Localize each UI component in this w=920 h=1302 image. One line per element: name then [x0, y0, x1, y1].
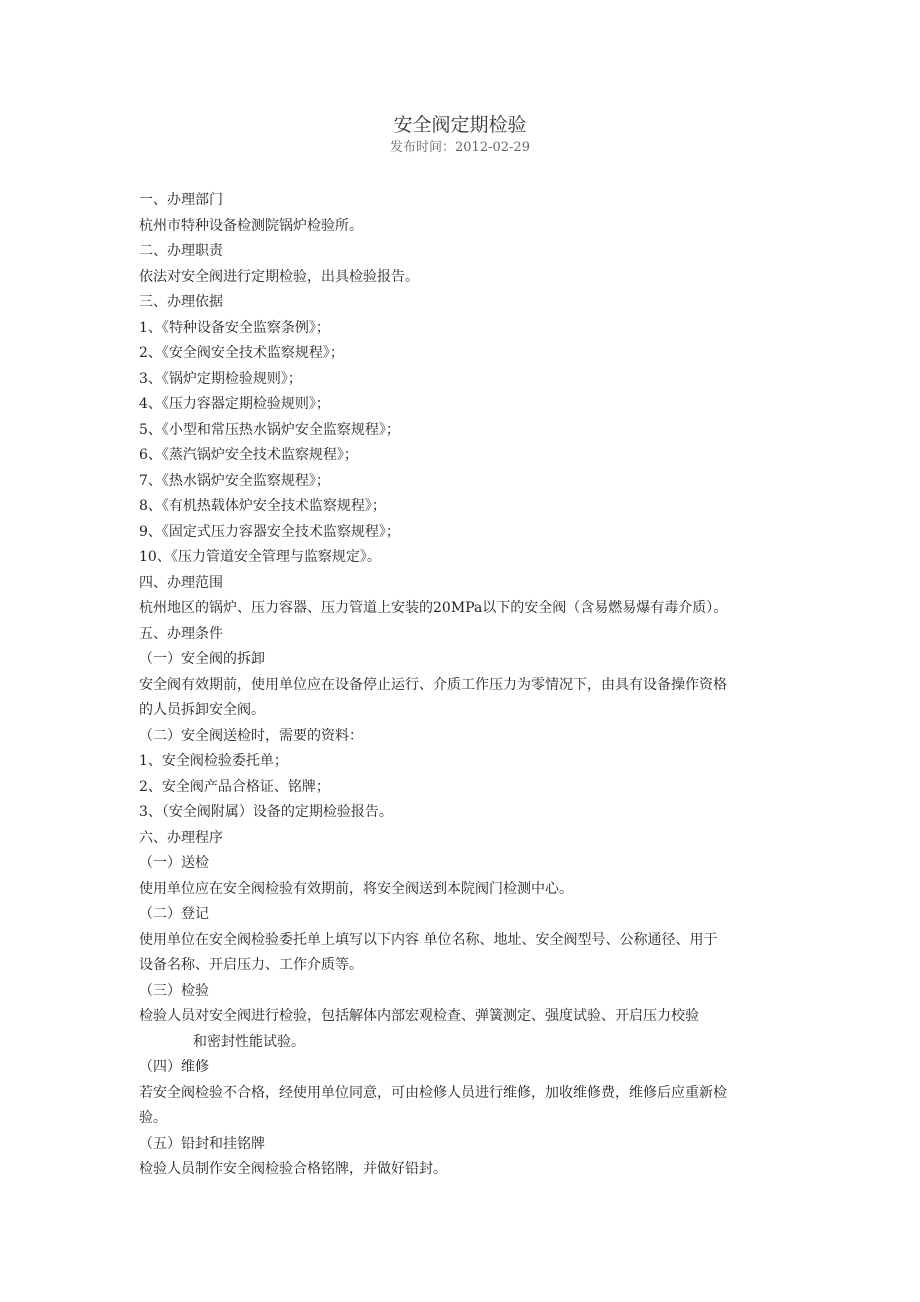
list-item: 4、《压力容器定期检验规则》； — [139, 396, 330, 412]
paragraph-line: 设备名称、开启压力、工作介质等。 — [139, 957, 363, 973]
section-heading: 五、办理条件 — [139, 625, 223, 642]
paragraph-line: 检验人员对安全阀进行检验，包括解体内部宏观检查、弹簧测定、强度试验、开启压力校验 — [139, 1008, 699, 1024]
paragraph-line: 杭州地区的锅炉、压力容器、压力管道上安装的20MPa以下的安全阀（含易燃易爆有毒介质）。 — [139, 600, 728, 616]
list-item: 1、《特种设备安全监察条例》； — [139, 319, 330, 336]
subsection-heading: （三）检验 — [139, 982, 209, 999]
paragraph-line: 检验人员制作安全阀检验合格铭牌，并做好铅封。 — [139, 1161, 447, 1177]
publish-date: 发布时间：2012-02-29 — [390, 140, 530, 155]
section-heading: 四、办理范围 — [139, 574, 223, 591]
subsection-heading: （四）维修 — [139, 1059, 209, 1075]
section-heading: 三、办理依据 — [139, 294, 223, 310]
subsection-heading: （一）安全阀的拆卸 — [139, 651, 265, 667]
list-item: 2、安全阀产品合格证、铭牌； — [139, 778, 330, 795]
subsection-heading: （二）登记 — [139, 906, 209, 922]
paragraph-line: 使用单位应在安全阀检验有效期前，将安全阀送到本院阀门检测中心。 — [139, 880, 573, 897]
subsection-heading: （二）安全阀送检时，需要的资料： — [139, 727, 363, 744]
list-item: 7、《热水锅炉安全监察规程》； — [139, 472, 330, 489]
list-item: 3、《锅炉定期检验规则》； — [139, 370, 302, 387]
paragraph-line: 依法对安全阀进行定期检验，出具检验报告。 — [139, 268, 419, 285]
list-item: 6、《蒸汽锅炉安全技术监察规程》； — [139, 447, 358, 463]
subsection-heading: （五）铅封和挂铭牌 — [139, 1135, 265, 1152]
paragraph-line: 验。 — [139, 1110, 167, 1126]
paragraph-line: 杭州市特种设备检测院锅炉检验所。 — [139, 217, 363, 234]
list-item: 5、《小型和常压热水锅炉安全监察规程》； — [139, 421, 400, 438]
section-heading: 六、办理程序 — [139, 829, 223, 846]
paragraph-line: 和密封性能试验。 — [193, 1033, 305, 1050]
page-title: 安全阀定期检验 — [393, 114, 527, 136]
list-item: 2、《安全阀安全技术监察规程》； — [139, 345, 344, 361]
paragraph-line: 使用单位在安全阀检验委托单上填写以下内容 单位名称、地址、安全阀型号、公称通径、用于 — [139, 931, 718, 948]
list-item: 1、安全阀检验委托单； — [139, 753, 288, 769]
paragraph-line: 的人员拆卸安全阀。 — [139, 702, 265, 718]
section-heading: 一、办理部门 — [139, 192, 223, 208]
list-item: 9、《固定式压力容器安全技术监察规程》； — [139, 523, 400, 540]
document-body — [139, 188, 799, 1183]
list-item: 8、《有机热载体炉安全技术监察规程》； — [139, 498, 386, 514]
paragraph-line: 安全阀有效期前，使用单位应在设备停止运行、介质工作压力为零情况下，由具有设备操作资格 — [139, 676, 727, 693]
paragraph-line: 若安全阀检验不合格，经使用单位同意，可由检修人员进行维修，加收维修费，维修后应重新检 — [139, 1084, 727, 1101]
list-item: 3、（安全阀附属）设备的定期检验报告。 — [139, 804, 393, 820]
list-item: 10、《压力管道安全管理与监察规定》。 — [139, 549, 381, 565]
section-heading: 二、办理职责 — [139, 243, 223, 259]
subsection-heading: （一）送检 — [139, 855, 209, 871]
